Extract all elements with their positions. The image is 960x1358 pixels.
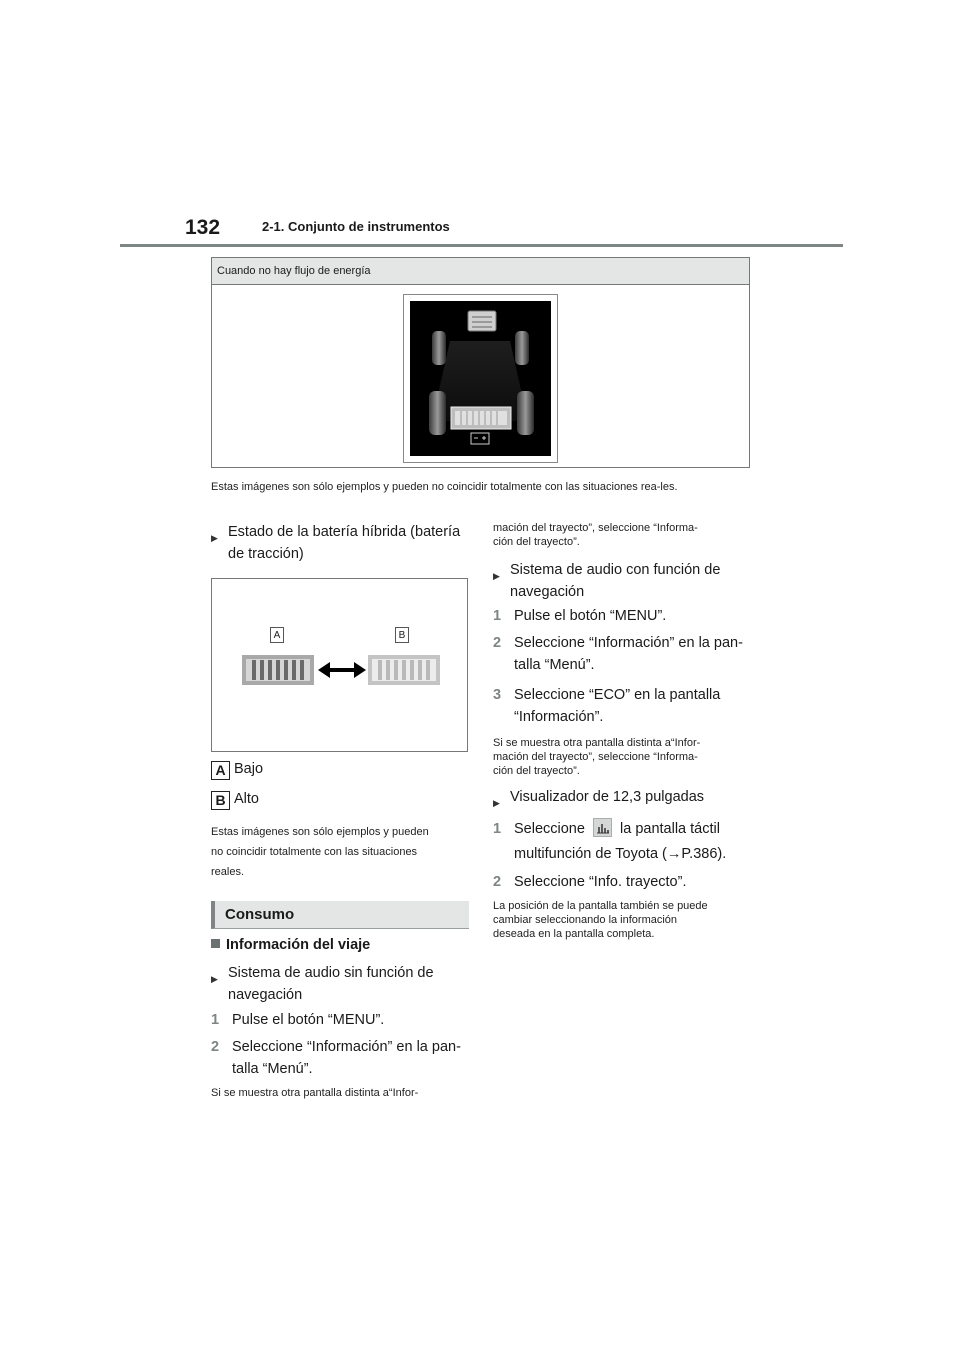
energy-figure-caption: Cuando no hay flujo de energía: [212, 258, 749, 285]
battery-note-line-1: Estas imágenes son sólo ejemplos y pueden: [211, 826, 429, 838]
battery-symbol-icon: [471, 433, 489, 444]
vehicle-energy-illustration: [410, 301, 551, 456]
badge-b: B: [211, 791, 230, 810]
step-number: 3: [493, 687, 502, 703]
no-nav-step-2: [211, 1036, 471, 1080]
nav-step-2: [493, 632, 753, 676]
step-line-1: Seleccione “Información” en la pan-: [514, 635, 743, 651]
battery-state-figure: [211, 578, 468, 752]
energy-figure-table: [211, 257, 750, 468]
right-cont-note: [493, 521, 753, 549]
bullet-line-1: Estado de la batería híbrida (batería: [228, 524, 461, 540]
step-text: [514, 818, 726, 865]
energy-figure-frame: [403, 294, 558, 463]
double-arrow-icon: [318, 662, 366, 678]
section-title: 2-1. Conjunto de instrumentos: [262, 219, 450, 234]
bullet-triangle-icon: ▶: [211, 533, 218, 543]
step-number: 1: [493, 608, 502, 624]
chart-icon: [593, 818, 612, 837]
step-text: Pulse el botón “MENU”.: [232, 1012, 385, 1028]
display-note-line-1: La posición de la pantalla también se puede: [493, 900, 708, 912]
display-step-2: [493, 871, 753, 893]
battery-low-icon: [242, 655, 314, 685]
nav-note: [493, 736, 753, 778]
square-bullet-icon: [211, 939, 220, 948]
nav-step-3: [493, 684, 753, 728]
step-line-2: multifunción de Toyota (→P.386).: [514, 846, 727, 862]
step-line-2: talla “Menú”.: [232, 1061, 313, 1077]
display-note-line-3: deseada en la pantalla completa.: [493, 928, 655, 940]
battery-note: [211, 822, 471, 882]
step-line-2: “Información”.: [514, 709, 604, 725]
step-line-1: Seleccione “ECO” en la pantalla: [514, 687, 721, 703]
nav-step-1: [493, 605, 753, 627]
bullet-text: [510, 559, 720, 603]
no-nav-audio-bullet: [211, 962, 471, 1006]
no-nav-step-1: [211, 1009, 471, 1031]
label-bajo: Bajo: [234, 761, 264, 777]
cont-line-2: ción del trayecto”.: [493, 536, 580, 548]
bullet-triangle-icon: ▶: [211, 974, 218, 984]
engine-icon: [468, 311, 496, 331]
bullet-line-2: navegación: [228, 987, 303, 1003]
bullet-triangle-icon: ▶: [493, 571, 500, 581]
label-alto: Alto: [234, 791, 259, 807]
display-12-bullet: [493, 786, 753, 808]
step-text: Pulse el botón “MENU”.: [514, 608, 667, 624]
rear-left-tire: [429, 391, 446, 435]
battery-high-icon: [368, 655, 440, 685]
tag-a: A: [270, 627, 284, 643]
rear-right-tire: [517, 391, 534, 435]
header-rule: [120, 244, 843, 247]
info-viaje-heading-text: Información del viaje: [226, 937, 371, 953]
step-pre-text: Seleccione: [514, 821, 585, 837]
bullet-text: [228, 962, 434, 1006]
no-nav-note: Si se muestra otra pantalla distinta a“Infor-: [211, 1087, 419, 1099]
info-viaje-heading: [211, 937, 370, 953]
bullet-line-1: Sistema de audio con función de: [510, 562, 721, 578]
step-number: 2: [493, 635, 502, 651]
front-right-tire: [515, 331, 529, 365]
battery-note-line-2: no coincidir totalmente con las situaciones: [211, 846, 418, 858]
display-step-1: [493, 818, 753, 862]
front-left-tire: [432, 331, 446, 365]
step-line-1: Seleccione “Información” en la pan-: [232, 1039, 461, 1055]
badge-a: A: [211, 761, 230, 780]
nav-audio-bullet: [493, 559, 753, 603]
bullet-triangle-icon: ▶: [493, 798, 500, 808]
step-number: 1: [493, 821, 502, 837]
display-note-line-2: cambiar seleccionando la información: [493, 914, 678, 926]
battery-status-bullet: [211, 521, 471, 565]
bullet-text: Visualizador de 12,3 pulgadas: [510, 789, 705, 805]
bullet-line-2: de tracción): [228, 546, 304, 562]
step-number: 2: [493, 874, 502, 890]
cont-line-1: mación del trayecto”, seleccione “Informa-: [493, 522, 698, 534]
nav-note-line-3: ción del trayecto”.: [493, 765, 580, 777]
step-number: 1: [211, 1012, 220, 1028]
tag-b: B: [395, 627, 409, 643]
step-post-text: la pantalla táctil: [620, 821, 720, 837]
consumo-section-heading: Consumo: [211, 901, 469, 929]
step-text: [514, 684, 720, 728]
battery-note-line-3: reales.: [211, 866, 245, 878]
images-example-note: Estas imágenes son sólo ejemplos y pueden no coincidir totalmente con las situaciones rea-les.: [211, 481, 678, 493]
step-text: [232, 1036, 461, 1080]
hybrid-battery-icon: [451, 407, 511, 429]
bullet-text: [228, 521, 460, 565]
display-note: [493, 899, 753, 941]
step-number: 2: [211, 1039, 220, 1055]
step-text: [514, 632, 743, 676]
step-text: Seleccione “Info. trayecto”.: [514, 874, 687, 890]
energy-figure-screen: [410, 301, 551, 456]
step-line-2: talla “Menú”.: [514, 657, 595, 673]
page-number: 132: [185, 216, 221, 239]
battery-level-illustration: [240, 651, 445, 691]
nav-note-line-2: mación del trayecto”, seleccione “Informa-: [493, 751, 698, 763]
bullet-line-2: navegación: [510, 584, 585, 600]
nav-note-line-1: Si se muestra otra pantalla distinta a“Infor-: [493, 737, 701, 749]
bullet-line-1: Sistema de audio sin función de: [228, 965, 434, 981]
